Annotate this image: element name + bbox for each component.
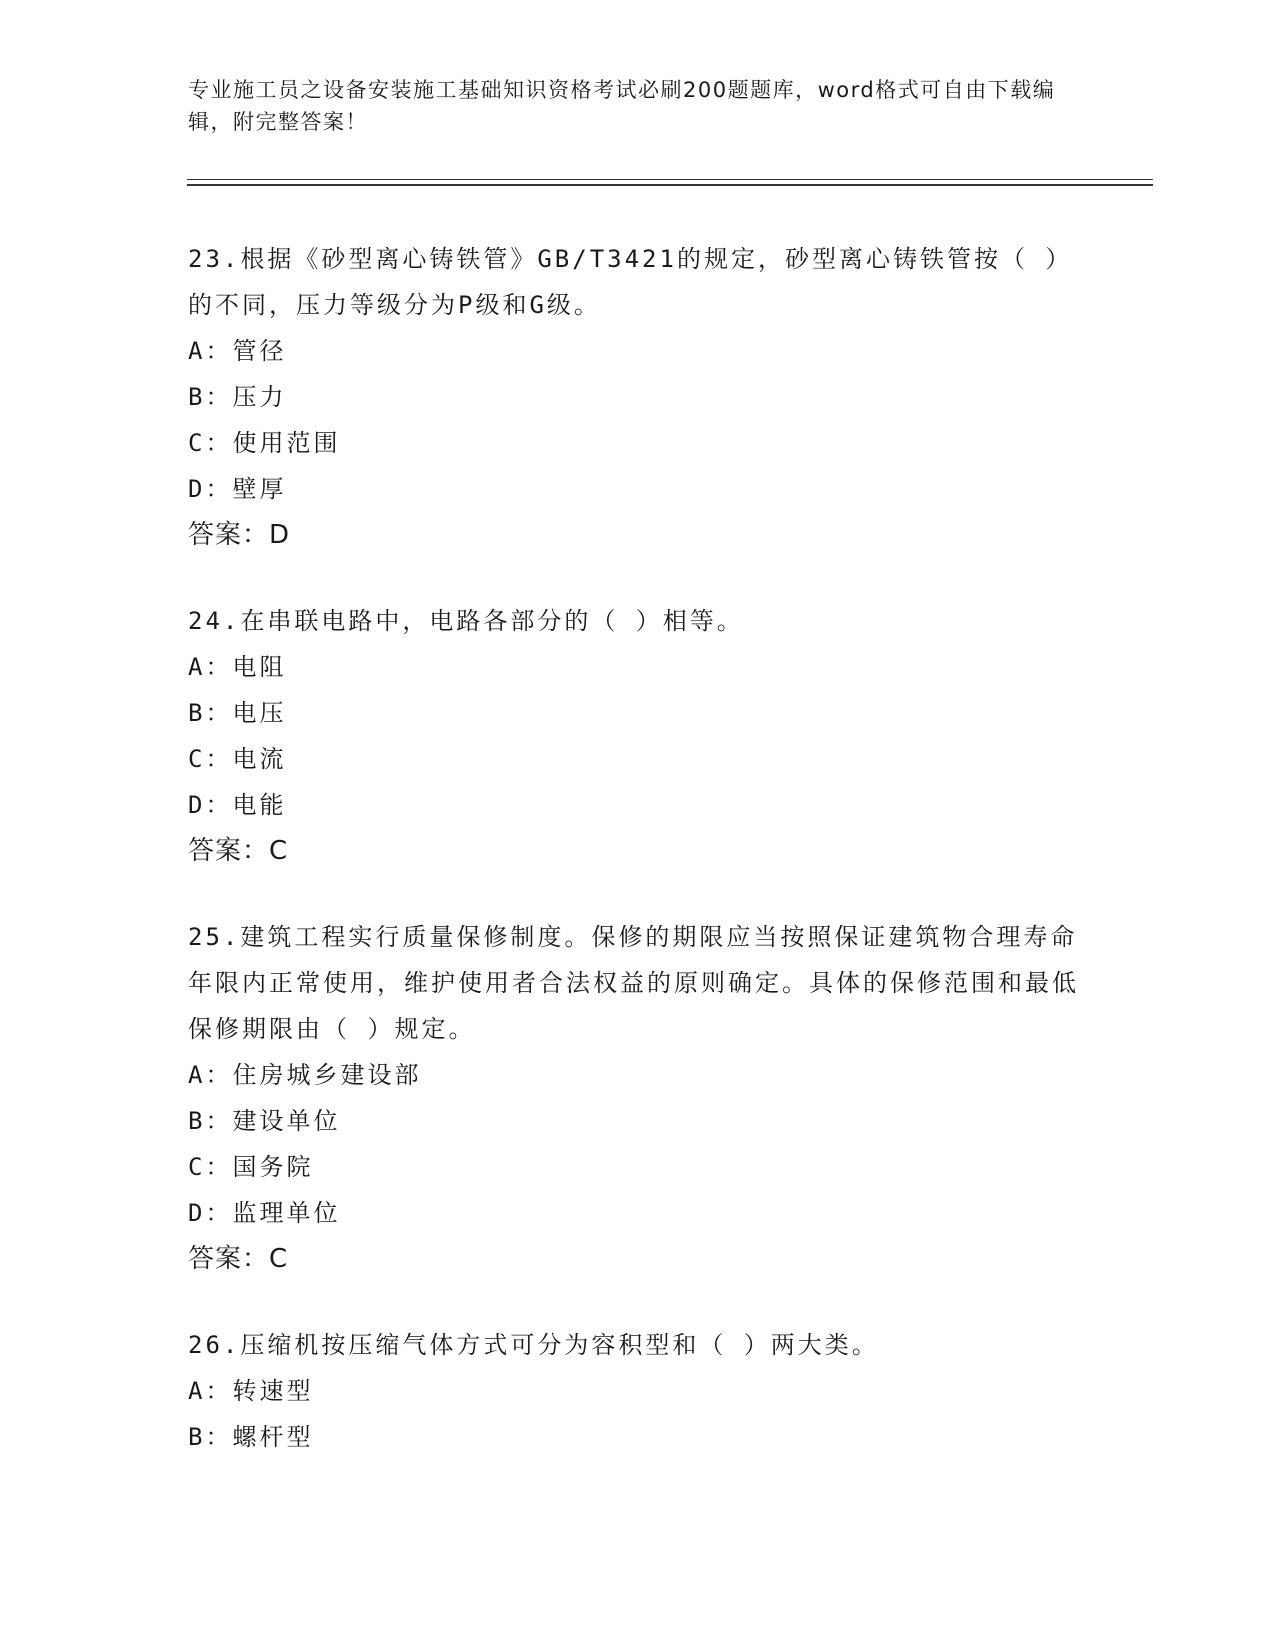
option-b: B：螺杆型 — [188, 1423, 314, 1451]
option-d: D：壁厚 — [188, 475, 287, 503]
option-b: B：电压 — [188, 699, 287, 727]
question-stem: 23.根据《砂型离心铸铁管》GB/T3421的规定，砂型离心铸铁管按（ ）的不同，压力等级分为P级和G级。 — [188, 245, 1073, 319]
option-d: D：监理单位 — [188, 1199, 341, 1227]
header-divider-thick — [187, 184, 1153, 186]
option-a: A：住房城乡建设部 — [188, 1061, 422, 1089]
answer-line: 答案：C — [188, 1244, 289, 1274]
question-26 — [188, 1322, 1088, 1460]
question-25 — [188, 914, 1088, 1282]
question-23 — [188, 236, 1088, 558]
question-stem: 26.压缩机按压缩气体方式可分为容积型和（ ）两大类。 — [188, 1331, 879, 1359]
option-c: C：电流 — [188, 745, 287, 773]
question-stem: 24.在串联电路中，电路各部分的（ ）相等。 — [188, 607, 744, 635]
answer-line: 答案：D — [188, 520, 291, 550]
question-list — [188, 236, 1088, 1500]
option-a: A：电阻 — [188, 653, 287, 681]
question-stem: 25.建筑工程实行质量保修制度。保修的期限应当按照保证建筑物合理寿命年限内正常使用，维护使用者合法权益的原则确定。具体的保修范围和最低保修期限由（ ）规定。 — [188, 923, 1079, 1043]
option-b: B：压力 — [188, 383, 287, 411]
option-b: B：建设单位 — [188, 1107, 341, 1135]
option-a: A：转速型 — [188, 1377, 314, 1405]
option-a: A：管径 — [188, 337, 287, 365]
option-d: D：电能 — [188, 791, 287, 819]
question-24 — [188, 598, 1088, 874]
answer-line: 答案：C — [188, 836, 289, 866]
option-c: C：国务院 — [188, 1153, 314, 1181]
document-header: 专业施工员之设备安装施工基础知识资格考试必刷200题题库，word格式可自由下载编辑，附完整答案！ — [188, 78, 1056, 134]
header-divider-thin — [187, 179, 1153, 180]
option-c: C：使用范围 — [188, 429, 341, 457]
